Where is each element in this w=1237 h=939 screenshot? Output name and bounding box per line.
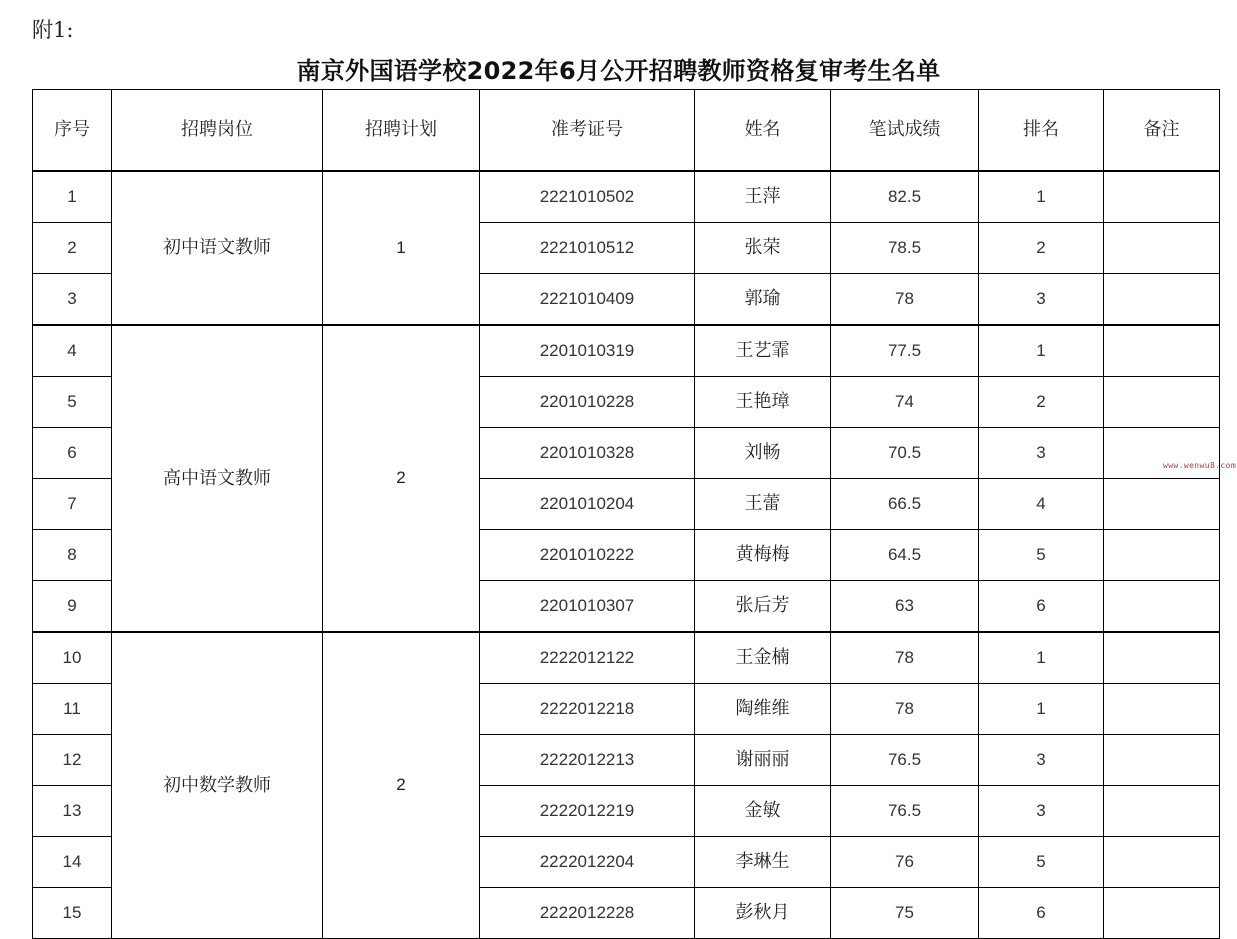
cell-exam-id: 2222012218: [480, 684, 695, 735]
cell-rank: 1: [979, 325, 1104, 377]
attachment-label: 附1:: [32, 18, 74, 42]
cell-seq: 9: [33, 581, 112, 633]
table-row: [33, 325, 1220, 377]
cell-name: 彭秋月: [695, 888, 831, 939]
cell-name: 刘畅: [695, 428, 831, 479]
cell-score: 75: [831, 888, 979, 939]
column-header-score: 笔试成绩: [831, 90, 979, 172]
cell-seq: 11: [33, 684, 112, 735]
cell-position: 初中语文教师: [112, 171, 323, 325]
cell-name: 王金楠: [695, 632, 831, 684]
cell-seq: 5: [33, 377, 112, 428]
cell-remark: [1104, 428, 1220, 479]
column-header-plan: 招聘计划: [323, 90, 480, 172]
cell-score: 76.5: [831, 735, 979, 786]
cell-exam-id: 2201010228: [480, 377, 695, 428]
cell-score: 78: [831, 684, 979, 735]
cell-exam-id: 2201010222: [480, 530, 695, 581]
cell-score: 63: [831, 581, 979, 633]
cell-name: 王蕾: [695, 479, 831, 530]
table-row: [33, 171, 1220, 223]
cell-rank: 1: [979, 684, 1104, 735]
cell-remark: [1104, 837, 1220, 888]
cell-position: 高中语文教师: [112, 325, 323, 632]
cell-exam-id: 2201010319: [480, 325, 695, 377]
cell-score: 78.5: [831, 223, 979, 274]
cell-name: 谢丽丽: [695, 735, 831, 786]
cell-exam-id: 2222012228: [480, 888, 695, 939]
cell-name: 张后芳: [695, 581, 831, 633]
cell-rank: 2: [979, 223, 1104, 274]
cell-exam-id: 2221010409: [480, 274, 695, 326]
cell-score: 78: [831, 632, 979, 684]
cell-name: 王艳璋: [695, 377, 831, 428]
cell-remark: [1104, 479, 1220, 530]
cell-seq: 13: [33, 786, 112, 837]
cell-name: 陶维维: [695, 684, 831, 735]
cell-name: 王艺霏: [695, 325, 831, 377]
cell-seq: 8: [33, 530, 112, 581]
cell-rank: 6: [979, 581, 1104, 633]
cell-remark: [1104, 888, 1220, 939]
table-row: [33, 632, 1220, 684]
cell-name: 郭瑜: [695, 274, 831, 326]
cell-plan: 2: [323, 632, 480, 939]
cell-name: 李琳生: [695, 837, 831, 888]
cell-name: 金敏: [695, 786, 831, 837]
cell-exam-id: 2222012213: [480, 735, 695, 786]
cell-seq: 10: [33, 632, 112, 684]
column-header-name: 姓名: [695, 90, 831, 172]
column-header-rank: 排名: [979, 90, 1104, 172]
cell-remark: [1104, 274, 1220, 326]
cell-exam-id: 2221010512: [480, 223, 695, 274]
cell-remark: [1104, 325, 1220, 377]
cell-score: 76.5: [831, 786, 979, 837]
cell-score: 74: [831, 377, 979, 428]
cell-rank: 2: [979, 377, 1104, 428]
cell-score: 76: [831, 837, 979, 888]
cell-seq: 15: [33, 888, 112, 939]
cell-exam-id: 2222012204: [480, 837, 695, 888]
cell-rank: 3: [979, 786, 1104, 837]
cell-plan: 2: [323, 325, 480, 632]
candidate-table: [32, 89, 1220, 939]
watermark-text: www.wenwu8.com: [1163, 461, 1237, 470]
cell-rank: 3: [979, 428, 1104, 479]
cell-seq: 4: [33, 325, 112, 377]
cell-score: 78: [831, 274, 979, 326]
cell-seq: 14: [33, 837, 112, 888]
cell-rank: 1: [979, 632, 1104, 684]
cell-rank: 6: [979, 888, 1104, 939]
cell-exam-id: 2222012122: [480, 632, 695, 684]
table-header-row: [33, 90, 1220, 172]
cell-remark: [1104, 684, 1220, 735]
cell-remark: [1104, 377, 1220, 428]
cell-seq: 7: [33, 479, 112, 530]
cell-name: 黄梅梅: [695, 530, 831, 581]
cell-seq: 6: [33, 428, 112, 479]
cell-remark: [1104, 530, 1220, 581]
cell-seq: 3: [33, 274, 112, 326]
cell-exam-id: 2201010328: [480, 428, 695, 479]
cell-score: 82.5: [831, 171, 979, 223]
cell-rank: 3: [979, 735, 1104, 786]
column-header-seq: 序号: [33, 90, 112, 172]
cell-score: 64.5: [831, 530, 979, 581]
cell-exam-id: 2222012219: [480, 786, 695, 837]
cell-rank: 5: [979, 837, 1104, 888]
cell-exam-id: 2221010502: [480, 171, 695, 223]
cell-rank: 3: [979, 274, 1104, 326]
cell-remark: [1104, 786, 1220, 837]
cell-position: 初中数学教师: [112, 632, 323, 939]
cell-seq: 12: [33, 735, 112, 786]
column-header-position: 招聘岗位: [112, 90, 323, 172]
cell-plan: 1: [323, 171, 480, 325]
cell-exam-id: 2201010307: [480, 581, 695, 633]
cell-exam-id: 2201010204: [480, 479, 695, 530]
cell-seq: 2: [33, 223, 112, 274]
cell-rank: 4: [979, 479, 1104, 530]
cell-score: 66.5: [831, 479, 979, 530]
column-header-exam-id: 准考证号: [480, 90, 695, 172]
cell-remark: [1104, 735, 1220, 786]
document-title: 南京外国语学校2022年6月公开招聘教师资格复审考生名单: [296, 57, 941, 85]
cell-name: 王萍: [695, 171, 831, 223]
cell-score: 77.5: [831, 325, 979, 377]
cell-remark: [1104, 171, 1220, 223]
cell-remark: [1104, 223, 1220, 274]
cell-remark: [1104, 632, 1220, 684]
cell-seq: 1: [33, 171, 112, 223]
table-body: [33, 171, 1220, 939]
cell-rank: 5: [979, 530, 1104, 581]
cell-rank: 1: [979, 171, 1104, 223]
cell-remark: [1104, 581, 1220, 633]
cell-name: 张荣: [695, 223, 831, 274]
cell-score: 70.5: [831, 428, 979, 479]
column-header-remark: 备注: [1104, 90, 1220, 172]
